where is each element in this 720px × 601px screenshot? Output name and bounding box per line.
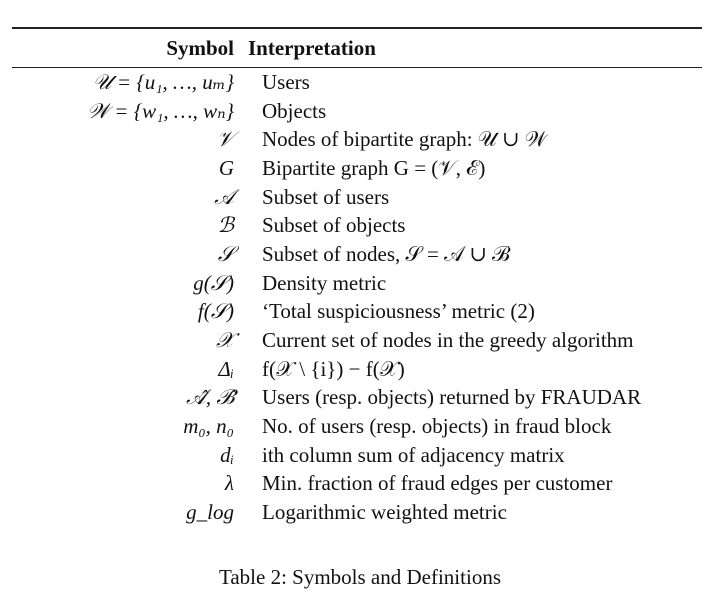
symbol-cell: 𝒮 <box>217 241 234 266</box>
table-row <box>12 240 702 269</box>
definition-cell: Subset of users <box>262 184 390 209</box>
symbols-table <box>12 27 702 527</box>
table-row <box>12 470 702 499</box>
definition-cell: Bipartite graph G = (𝒱, ℰ) <box>262 155 486 180</box>
table-row <box>12 68 702 97</box>
definition-cell: Users (resp. objects) returned by FRAUDAR <box>262 385 642 410</box>
table-row <box>12 441 702 470</box>
table-row <box>12 154 702 183</box>
table-caption: Table 2: Symbols and Definitions <box>218 565 501 589</box>
symbol-cell: 𝒳 <box>215 328 234 353</box>
symbol-cell: Δᵢ <box>218 356 234 381</box>
table-row <box>12 211 702 240</box>
symbol-cell: G <box>218 155 234 180</box>
symbol-cell: λ <box>224 471 234 496</box>
header-symbol: Symbol <box>166 35 234 60</box>
definition-cell: Min. fraction of fraud edges per customer <box>262 471 613 496</box>
table-row <box>12 298 702 327</box>
definition-cell: Nodes of bipartite graph: 𝒰 ∪ 𝒲 <box>262 127 547 152</box>
definition-cell: Objects <box>262 98 327 123</box>
definition-cell: Density metric <box>262 270 387 295</box>
definition-cell: Subset of nodes, 𝒮 = 𝒜 ∪ ℬ <box>262 241 510 266</box>
header-row <box>12 29 702 67</box>
table-row <box>12 97 702 126</box>
definition-cell: No. of users (resp. objects) in fraud block <box>262 414 612 439</box>
table <box>12 29 702 67</box>
definition-cell: Subset of objects <box>262 213 406 238</box>
definition-cell: ith column sum of adjacency matrix <box>262 442 565 467</box>
table-row <box>12 269 702 298</box>
table-row <box>12 125 702 154</box>
symbol-cell: 𝒜̂, ℬ̂ <box>185 385 234 410</box>
definition-cell: f(𝒳 \ {i}) − f(𝒳) <box>262 356 405 381</box>
symbol-cell: m₀, n₀ <box>183 414 234 439</box>
table-row <box>12 384 702 413</box>
symbol-cell: g_log <box>186 500 234 525</box>
symbol-cell: 𝒲 = {w₁, …, wₙ} <box>87 98 234 123</box>
symbol-cell: ℬ <box>217 213 234 238</box>
symbol-cell: 𝒜 <box>214 184 234 209</box>
table-row <box>12 326 702 355</box>
header-interpretation: Interpretation <box>248 35 376 60</box>
symbol-cell: g(𝒮) <box>193 270 234 295</box>
symbol-cell: 𝒱 <box>216 127 234 152</box>
table-row <box>12 355 702 384</box>
definition-cell: Current set of nodes in the greedy algorithm <box>262 328 634 353</box>
symbol-cell: 𝒰 = {u₁, …, uₘ} <box>92 69 234 94</box>
symbol-cell: f(𝒮) <box>197 299 234 324</box>
definition-cell: Users <box>262 69 310 94</box>
table-row <box>12 183 702 212</box>
table-row <box>12 498 702 527</box>
definition-cell: ‘Total suspiciousness’ metric (2) <box>262 299 535 324</box>
table-row <box>12 412 702 441</box>
table-body <box>12 68 702 527</box>
definition-cell: Logarithmic weighted metric <box>262 500 507 525</box>
symbol-cell: dᵢ <box>220 442 234 467</box>
